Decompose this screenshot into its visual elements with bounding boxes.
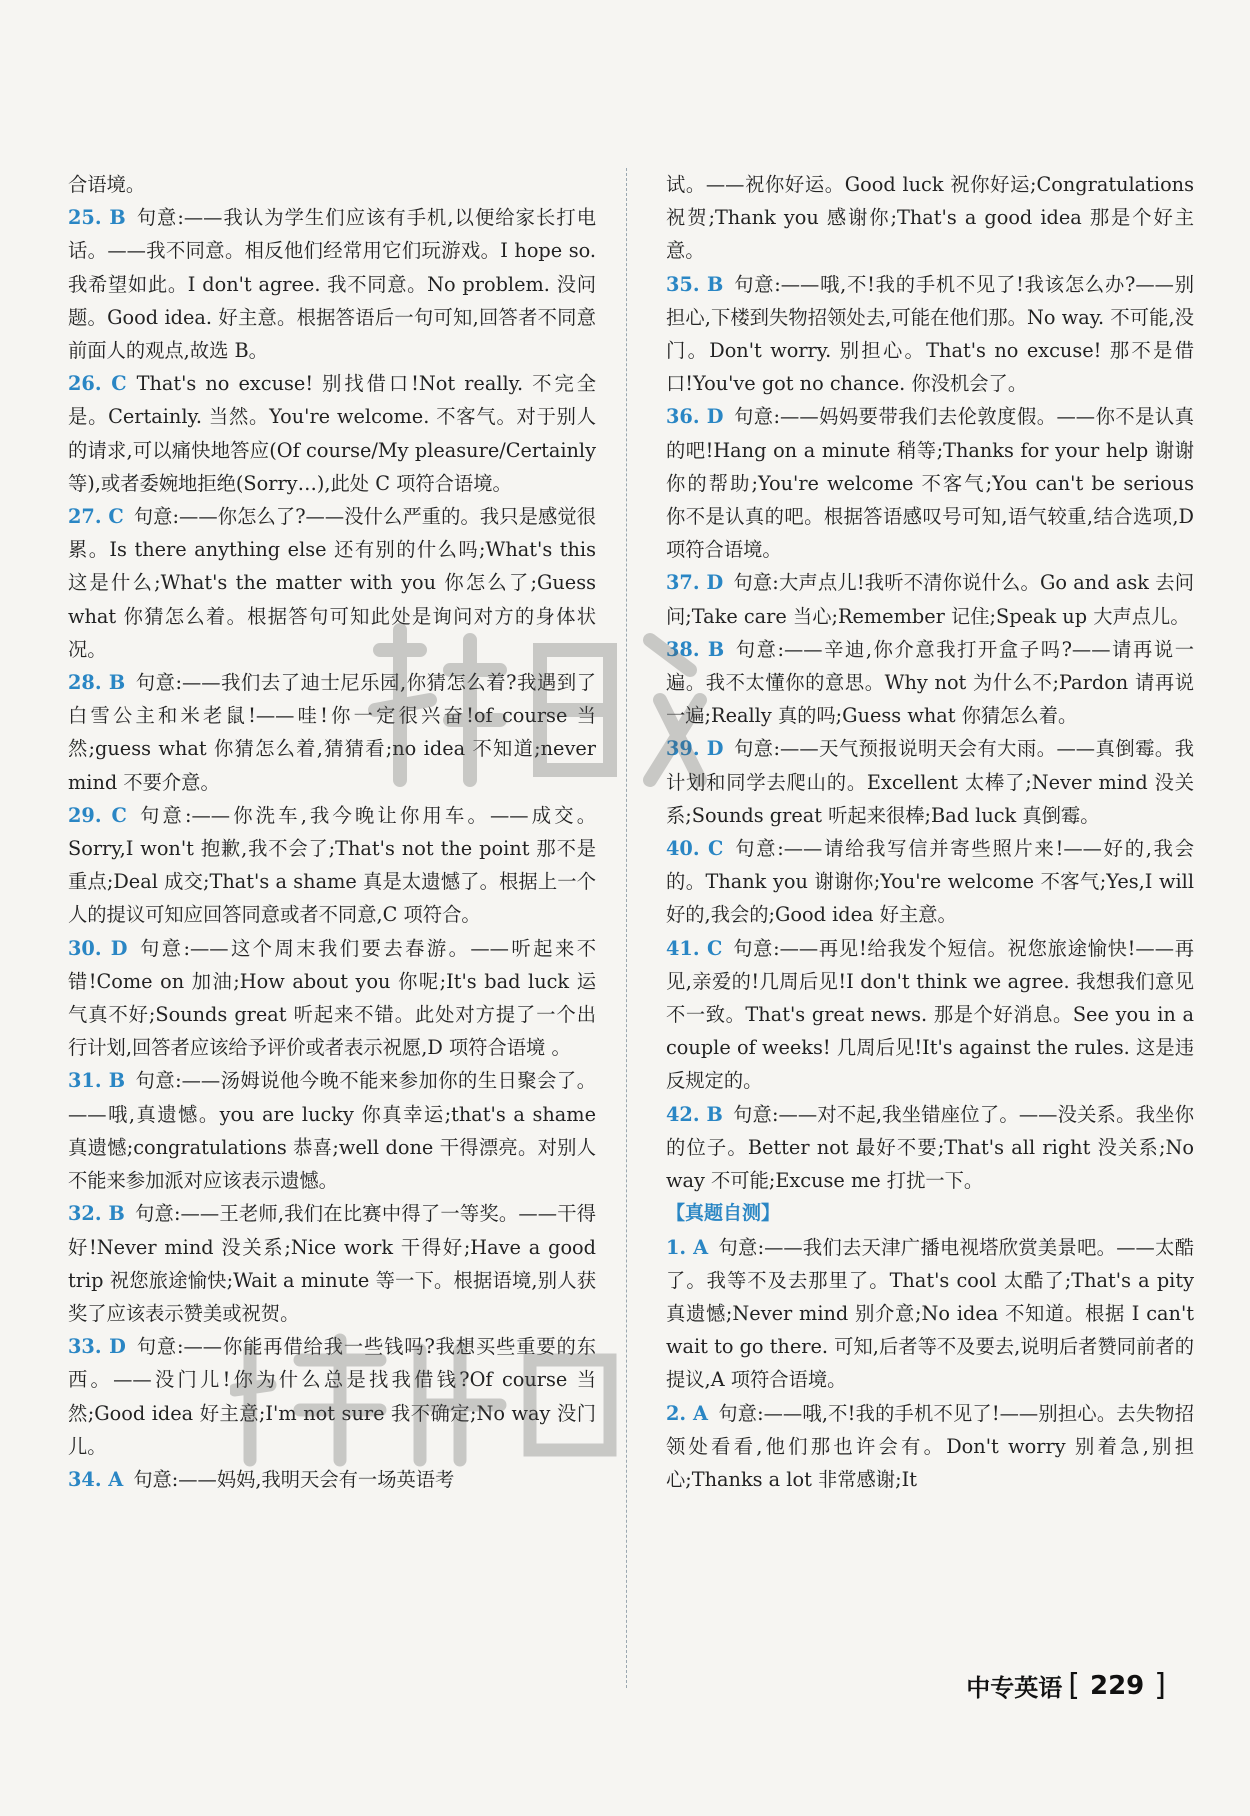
answer-explanation: 句意:——天气预报说明天会有大雨。——真倒霉。我计划和同学去爬山的。Excellent 太棒了;Never mind 没关系;Sounds great 听起来很棒;Bad luck 真倒霉。 [666, 737, 1194, 827]
answer-item [68, 799, 596, 932]
answer-number: 33. D [68, 1335, 126, 1359]
answer-item [666, 566, 1194, 632]
answer-item [666, 1231, 1194, 1397]
answer-number: 35. B [666, 272, 724, 296]
page-number: 229 [1090, 1670, 1145, 1701]
answer-explanation: 句意:——辛迪,你介意我打开盒子吗?——请再说一遍。我不太懂你的意思。Why not 为什么不;Pardon 请再说一遍;Really 真的吗;Guess what 你猜怎么着。 [666, 637, 1194, 728]
answer-number: 41. C [666, 936, 723, 960]
answer-item [68, 500, 596, 666]
answer-explanation: 句意:——你能再借给我一些钱吗?我想买些重要的东西。——没门儿!你为什么总是找我借钱?Of course 当然;Good idea 好主意;I'm not sure 我不确定;No way 没门儿。 [68, 1335, 596, 1458]
answer-explanation: 句意:——请给我写信并寄些照片来!——好的,我会的。Thank you 谢谢你;You're welcome 不客气;Yes,I will 好的,我会的;Good idea 好主意。 [666, 837, 1194, 927]
answer-number: 29. C [68, 803, 127, 827]
answer-number: 36. D [666, 405, 724, 429]
answer-number: 38. B [666, 637, 725, 661]
answer-number: 25. B [68, 206, 126, 230]
answer-explanation: 句意:大声点儿!我听不清你说什么。Go and ask 去问问;Take care 当心;Remember 记住;Speak up 大声点儿。 [666, 571, 1194, 628]
left-answer-list [68, 201, 596, 1496]
answer-explanation: 句意:——这个周末我们要去春游。——听起来不错!Come on 加油;How about you 你呢;It's bad luck 运气真不好;Sounds great 听起来不错。此处对方提了一个出行计划,回答者应该给予评价或者表示祝愿,D 项符合语境 。 [68, 936, 596, 1060]
section-answer-list [666, 1231, 1194, 1497]
answer-number: 27. C [68, 505, 124, 529]
answer-item [68, 932, 596, 1065]
answer-item [666, 400, 1194, 566]
answer-number: 31. B [68, 1069, 126, 1093]
page-footer [966, 1668, 1166, 1703]
answer-item [68, 1197, 596, 1330]
answer-number: 42. B [666, 1102, 723, 1126]
section-title: 【真题自测】 [666, 1202, 781, 1225]
answer-explanation: 句意:——妈妈要带我们去伦敦度假。——你不是认真的吧!Hang on a minute 稍等;Thanks for your help 谢谢你的帮助;You're welcome 不客气;You can't be serious 你不是认真的吧。根据答语感叹号可知,语气较重,结合选项,D 项符合语境。 [666, 405, 1194, 562]
answer-item [666, 932, 1194, 1098]
answer-item [68, 1064, 596, 1197]
left-column [68, 168, 596, 1496]
answer-item [666, 633, 1194, 733]
answer-number: 26. C [68, 372, 127, 396]
answer-number: 32. B [68, 1202, 125, 1226]
answer-item [68, 666, 596, 799]
column-divider [626, 168, 627, 1688]
answer-explanation: 句意:——你洗车,我今晚让你用车。——成交。Sorry,I won't 抱歉,我不会了;That's not the point 那不是重点;Deal 成交;That's a shame 真是太遗憾了。根据上一个人的提议可知应回答同意或者不同意,C 项符合。 [68, 803, 596, 927]
page-number-bracket-right: ] [1154, 1667, 1166, 1703]
answer-item [68, 367, 596, 500]
answer-item [666, 832, 1194, 932]
answer-explanation: 句意:——我认为学生们应该有手机,以便给家长打电话。——我不同意。相反他们经常用它们玩游戏。I hope so. 我希望如此。I don't agree. 我不同意。No problem. 没问题。Good idea. 好主意。根据答语后一句可知,回答者不同意前面人的观点,故选 B。 [68, 206, 596, 363]
answer-number: 28. B [68, 671, 126, 695]
answer-explanation: 句意:——妈妈,我明天会有一场英语考 [133, 1467, 455, 1491]
answer-number: 2. A [666, 1401, 708, 1425]
answer-number: 40. C [666, 837, 724, 861]
answer-explanation: That's no excuse! 别找借口!Not really. 不完全是。Certainly. 当然。You're welcome. 不客气。对于别人的请求,可以痛快地答应(Of course/My pleasure/Certainly 等),或者委婉地拒绝(Sorry…),此处 C 项符合语境。 [68, 372, 596, 495]
answer-number: 34. A [68, 1467, 124, 1491]
subject-title: 中专英语 [966, 1674, 1063, 1702]
answer-explanation: 句意:——哦,不!我的手机不见了!——别担心。去失物招领处看看,他们那也许会有。Don't worry 别着急,别担心;Thanks a lot 非常感谢;It [666, 1401, 1194, 1491]
answer-item [68, 1463, 596, 1496]
answer-explanation: 句意:——对不起,我坐错座位了。——没关系。我坐你的位子。Better not 最好不要;That's all right 没关系;No way 不可能;Excuse me 打扰一下。 [666, 1102, 1195, 1193]
answer-explanation: 句意:——王老师,我们在比赛中得了一等奖。——干得好!Never mind 没关系;Nice work 干得好;Have a good trip 祝您旅途愉快;Wait a minute 等一下。根据语境,别人获奖了应该表示赞美或祝贺。 [68, 1202, 597, 1325]
left-intro: 合语境。 [68, 173, 146, 196]
answer-explanation: 句意:——哦,不!我的手机不见了!我该怎么办?——别担心,下楼到失物招领处去,可能在他们那。No way. 不可能,没门。Don't worry. 别担心。That's no excuse! 那不是借口!You've got no chance. 你没机会了。 [666, 272, 1194, 396]
right-intro: 试。——祝你好运。Good luck 祝你好运;Congratulations 祝贺;Thank you 感谢你;That's a good idea 那是个好主意。 [666, 173, 1194, 263]
answer-item [666, 268, 1194, 401]
answer-item [666, 1397, 1194, 1497]
answer-explanation: 句意:——汤姆说他今晚不能来参加你的生日聚会了。——哦,真遗憾。you are lucky 你真幸运;that's a shame 真遗憾;congratulations 恭喜;well done 干得漂亮。对别人不能来参加派对应该表示遗憾。 [68, 1069, 596, 1193]
answer-explanation: 句意:——再见!给我发个短信。祝您旅途愉快!——再见,亲爱的!几周后见!I don't think we agree. 我想我们意见不一致。That's great news. 那是个好消息。See you in a couple of weeks! 几周后见!It's against the rules. 这是违反规定的。 [666, 936, 1194, 1093]
answer-number: 37. D [666, 571, 724, 595]
right-column [666, 168, 1194, 1496]
answer-explanation: 句意:——我们去天津广播电视塔欣赏美景吧。——太酷了。我等不及去那里了。That's cool 太酷了;That's a pity 真遗憾;Never mind 别介意;No idea 不知道。根据 I can't wait to go there. 可知,后者等不及要去,说明后者赞同前者的提议,A 项符合语境。 [666, 1235, 1194, 1392]
answer-number: 30. D [68, 936, 128, 960]
right-answer-list [666, 268, 1194, 1198]
answer-explanation: 句意:——我们去了迪士尼乐园,你猜怎么着?我遇到了白雪公主和米老鼠!——哇!你一定很兴奋!of course 当然;guess what 你猜怎么着,猜猜看;no idea 不知道;never mind 不要介意。 [68, 671, 596, 794]
answer-number: 1. A [666, 1235, 709, 1259]
answer-item [666, 1098, 1194, 1198]
answer-item [68, 201, 596, 367]
answer-number: 39. D [666, 737, 724, 761]
answer-item [68, 1330, 596, 1463]
page-number-bracket-left: [ [1068, 1667, 1080, 1703]
answer-item [666, 732, 1194, 832]
answer-explanation: 句意:——你怎么了?——没什么严重的。我只是感觉很累。Is there anything else 还有别的什么吗;What's this 这是什么;What's the matter with you 你怎么了;Guess what 你猜怎么着。根据答句可知此处是询问对方的身体状况。 [68, 505, 596, 661]
